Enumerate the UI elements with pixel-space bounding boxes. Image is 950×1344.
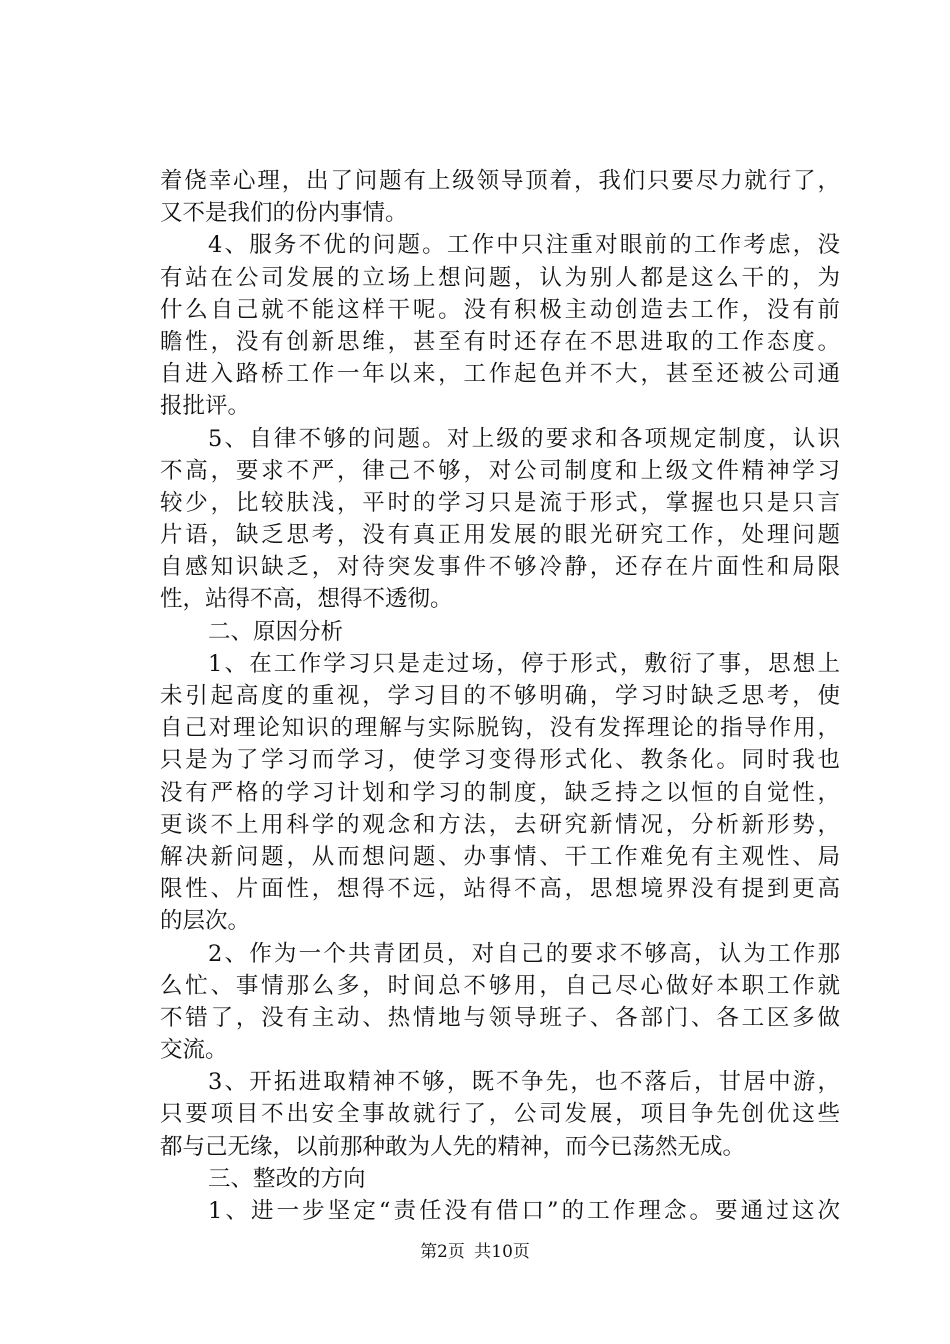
text-line: 片语，缺乏思考，没有真正用发展的眼光研究工作，处理问题 [160,522,840,549]
text-line: 5、自律不够的问题。对上级的要求和各项规定制度，认识 [208,425,840,452]
text-line: 不高，要求不严，律己不够，对公司制度和上级文件精神学习 [160,457,840,484]
text-line: 4、服务不优的问题。工作中只注重对眼前的工作考虑，没 [208,232,840,259]
text-line: 二、原因分析 [208,618,344,645]
text-line: 三、整改的方向 [208,1165,366,1192]
page-footer [0,1240,950,1264]
text-line: 只是为了学习而学习，使学习变得形式化、教条化。同时我也 [160,747,840,774]
text-line: 只要项目不出安全事故就行了，公司发展，项目争先创优这些 [160,1101,840,1128]
text-line: 有站在公司发展的立场上想问题，认为别人都是这么干的，为 [160,264,840,291]
text-line: 的层次。 [160,908,251,935]
text-line: 么忙、事情那么多，时间总不够用，自己尽心做好本职工作就 [160,972,840,999]
text-line: 性，站得不高，想得不透彻。 [160,586,453,613]
text-line: 1、在工作学习只是走过场，停于形式，敷衍了事，思想上 [208,650,840,677]
text-line: 交流。 [160,1037,228,1064]
text-line: 自感知识缺乏，对待突发事件不够冷静，还存在片面性和局限 [160,554,840,581]
text-line: 3、开拓进取精神不够，既不争先，也不落后，甘居中游， [208,1069,840,1096]
text-line: 自进入路桥工作一年以来，工作起色并不大，甚至还被公司通 [160,361,840,388]
text-line: 未引起高度的重视，学习目的不够明确，学习时缺乏思考，使 [160,683,840,709]
page-number: 第2页 [420,1242,465,1262]
text-line: 解决新问题，从而想问题、办事情、干工作难免有主观性、局 [160,843,840,870]
text-line: 1、进一步坚定“责任没有借口”的工作理念。要通过这次 [208,1198,840,1224]
text-line: 自己对理论知识的理解与实际脱钩，没有发挥理论的指导作用， [160,715,840,742]
page-total: 共10页 [474,1242,530,1262]
text-line: 着侥幸心理，出了问题有上级领导顶着，我们只要尽力就行了， [160,168,840,194]
text-line: 较少，比较肤浅，平时的学习只是流于形式，掌握也只是只言 [160,489,840,516]
text-line: 限性、片面性，想得不远，站得不高，思想境界没有提到更高 [160,876,840,903]
text-line: 更谈不上用科学的观念和方法，去研究新情况，分析新形势， [160,811,840,838]
text-line: 2、作为一个共青团员，对自己的要求不够高，认为工作那 [208,940,840,967]
text-line: 都与己无缘，以前那种敢为人先的精神，而今已荡然无成。 [160,1133,746,1160]
text-line: 报批评。 [160,393,251,420]
document-body [160,165,840,1227]
text-line: 不错了，没有主动、热情地与领导班子、各部门、各工区多做 [160,1004,840,1031]
text-line: 没有严格的学习计划和学习的制度，缺乏持之以恒的自觉性， [160,779,840,806]
text-line: 又不是我们的份内事情。 [160,200,408,227]
text-line: 瞻性，没有创新思维，甚至有时还存在不思进取的工作态度。 [160,328,840,355]
text-line: 什么自己就不能这样干呢。没有积极主动创造去工作，没有前 [160,296,840,323]
